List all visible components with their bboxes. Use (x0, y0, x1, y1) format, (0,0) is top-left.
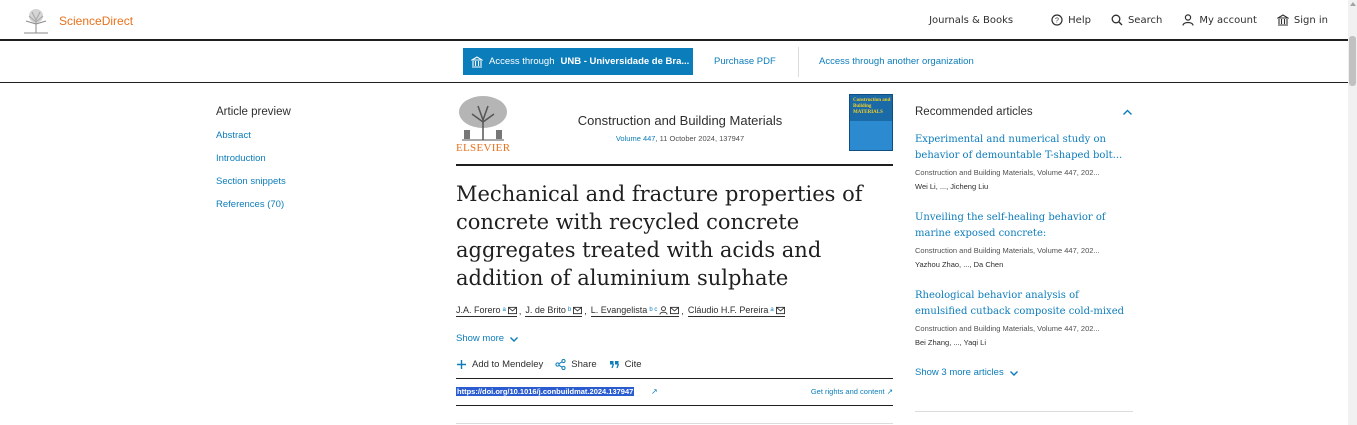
author-affiliation: a (502, 307, 506, 313)
search-link[interactable] (1111, 14, 1162, 26)
journal-cover-title: Construction and Building MATERIALS (853, 98, 891, 115)
show-more-label: Show more (456, 333, 505, 344)
user-icon (1182, 14, 1194, 26)
author-link[interactable] (688, 305, 785, 317)
recommended-journal: Construction and Building Materials, Volume 447, 202... (915, 324, 1100, 333)
journal-cover-art (850, 121, 893, 151)
email-icon (776, 306, 785, 315)
top-nav (929, 14, 1328, 26)
journals-books-link[interactable]: Journals & Books (929, 14, 1014, 26)
sciencedirect-logo[interactable] (21, 8, 133, 34)
chevron-up-icon[interactable] (1122, 107, 1133, 118)
article-title: Mechanical and fracture properties of concrete with recycled concrete aggregates treated with acids and addition of aluminium sulphate (456, 182, 863, 290)
add-to-mendeley-label: Add to Mendeley (472, 359, 544, 370)
journal-volume-link[interactable]: Volume 447 (615, 134, 656, 143)
get-rights-label: Get rights and content (810, 387, 885, 396)
nav-introduction[interactable]: Introduction (216, 153, 266, 164)
show-more-button[interactable] (456, 333, 519, 344)
access-another-org-link[interactable]: Access through another organization (819, 56, 974, 67)
get-rights-link[interactable]: Get rights and content ↗ (810, 387, 893, 396)
share-button[interactable] (555, 359, 596, 370)
publisher-name: ELSEVIER (456, 142, 511, 154)
recommended-authors: Wei Li, ..., Jicheng Liu (915, 182, 989, 191)
author-separator: , (681, 306, 684, 316)
recommended-authors: Yazhou Zhao, ..., Da Chen (915, 260, 1004, 269)
author-affiliation: b c (649, 307, 658, 313)
divider (798, 47, 799, 77)
divider (915, 411, 1133, 412)
author-name: Cláudio H.F. Pereira (687, 305, 769, 315)
recommended-item (915, 210, 1133, 269)
access-bar (0, 41, 1348, 83)
elsevier-logo[interactable] (456, 94, 511, 154)
email-icon (670, 306, 679, 315)
author-list (456, 305, 785, 317)
access-prefix: Access through (489, 56, 555, 67)
author-name: L. Evangelista (590, 305, 648, 315)
author-link[interactable] (456, 305, 517, 317)
article-preview-nav (216, 106, 376, 222)
author-affiliation: a (770, 307, 774, 313)
page-scrollbar[interactable] (1348, 0, 1357, 425)
recommended-header[interactable] (915, 106, 1133, 118)
my-account-label: My account (1199, 14, 1257, 26)
journal-date-id: , 11 October 2024, 137947 (655, 134, 745, 143)
logo-text: ScienceDirect (59, 14, 134, 28)
access-institution-button[interactable] (463, 48, 693, 75)
purchase-pdf-link[interactable]: Purchase PDF (714, 56, 776, 67)
help-link[interactable] (1051, 14, 1091, 26)
elsevier-tree-icon (21, 8, 51, 34)
author-name: J.A. Forero (456, 305, 501, 315)
recommended-journal: Construction and Building Materials, Volume 447, 202... (915, 246, 1100, 255)
doi-row (456, 378, 893, 406)
top-header (0, 0, 1348, 41)
journal-meta (556, 134, 804, 143)
show-more-articles-label: Show 3 more articles (915, 367, 1004, 378)
chevron-down-icon (1009, 368, 1019, 378)
cite-label: Cite (624, 359, 642, 370)
scroll-up-arrow-icon[interactable] (1350, 2, 1356, 6)
email-icon (508, 306, 517, 315)
author-separator: , (518, 306, 522, 316)
article-preview-heading: Article preview (216, 106, 291, 118)
journal-title[interactable]: Construction and Building Materials (577, 113, 783, 128)
recommended-authors: Bei Zhang, ..., Yaqi Li (915, 338, 987, 347)
article-actions (456, 359, 642, 370)
share-label: Share (571, 359, 597, 370)
journal-header (456, 94, 893, 166)
chevron-down-icon (509, 334, 519, 344)
institution-icon (471, 56, 483, 68)
nav-section-snippets[interactable]: Section snippets (216, 176, 286, 187)
institution-icon (1277, 14, 1289, 26)
divider (456, 423, 893, 424)
access-institution-name: UNB - Universidade de Bra... (560, 56, 690, 67)
nav-abstract[interactable]: Abstract (216, 130, 251, 141)
doi-link[interactable]: https://doi.org/10.1016/j.conbuildmat.2024.137947 (457, 387, 634, 396)
recommended-item (915, 288, 1133, 347)
recommended-item (915, 132, 1133, 191)
email-icon (573, 306, 582, 315)
author-affiliation: b (567, 307, 572, 313)
search-icon (1111, 14, 1123, 26)
recommended-title-link[interactable]: Experimental and numerical study on behavior of demountable T-shaped bolt... (915, 134, 1123, 161)
recommended-title-link[interactable]: Rheological behavior analysis of emulsified cutback composite cold-mixed (915, 290, 1125, 317)
sign-in-label: Sign in (1293, 14, 1328, 26)
add-to-mendeley-button[interactable] (456, 359, 543, 370)
recommended-title-link[interactable]: Unveiling the self-healing behavior of marine exposed concrete: (915, 212, 1106, 239)
author-link[interactable] (591, 305, 680, 317)
journal-cover-image[interactable] (849, 94, 893, 151)
show-more-articles-button[interactable] (915, 367, 1133, 378)
external-link-icon: ↗ (651, 387, 658, 396)
share-icon (555, 359, 566, 370)
my-account-link[interactable] (1182, 14, 1257, 26)
nav-references[interactable]: References (70) (216, 199, 285, 210)
recommended-articles (915, 106, 1133, 378)
person-icon (659, 306, 668, 315)
author-separator: , (584, 306, 587, 316)
cite-button[interactable] (609, 359, 642, 370)
author-link[interactable] (525, 305, 582, 317)
search-label: Search (1127, 14, 1163, 26)
plus-icon (456, 359, 467, 370)
help-label: Help (1068, 14, 1091, 26)
elsevier-tree-icon (456, 94, 510, 142)
quote-icon (609, 359, 620, 370)
recommended-journal: Construction and Building Materials, Volume 447, 202... (915, 168, 1100, 177)
svg-text:?: ? (1055, 17, 1060, 25)
author-name: J. de Brito (525, 305, 566, 315)
sign-in-link[interactable] (1277, 14, 1328, 26)
help-icon (1051, 14, 1063, 26)
recommended-heading: Recommended articles (915, 106, 1033, 118)
scrollbar-thumb[interactable] (1349, 36, 1356, 86)
